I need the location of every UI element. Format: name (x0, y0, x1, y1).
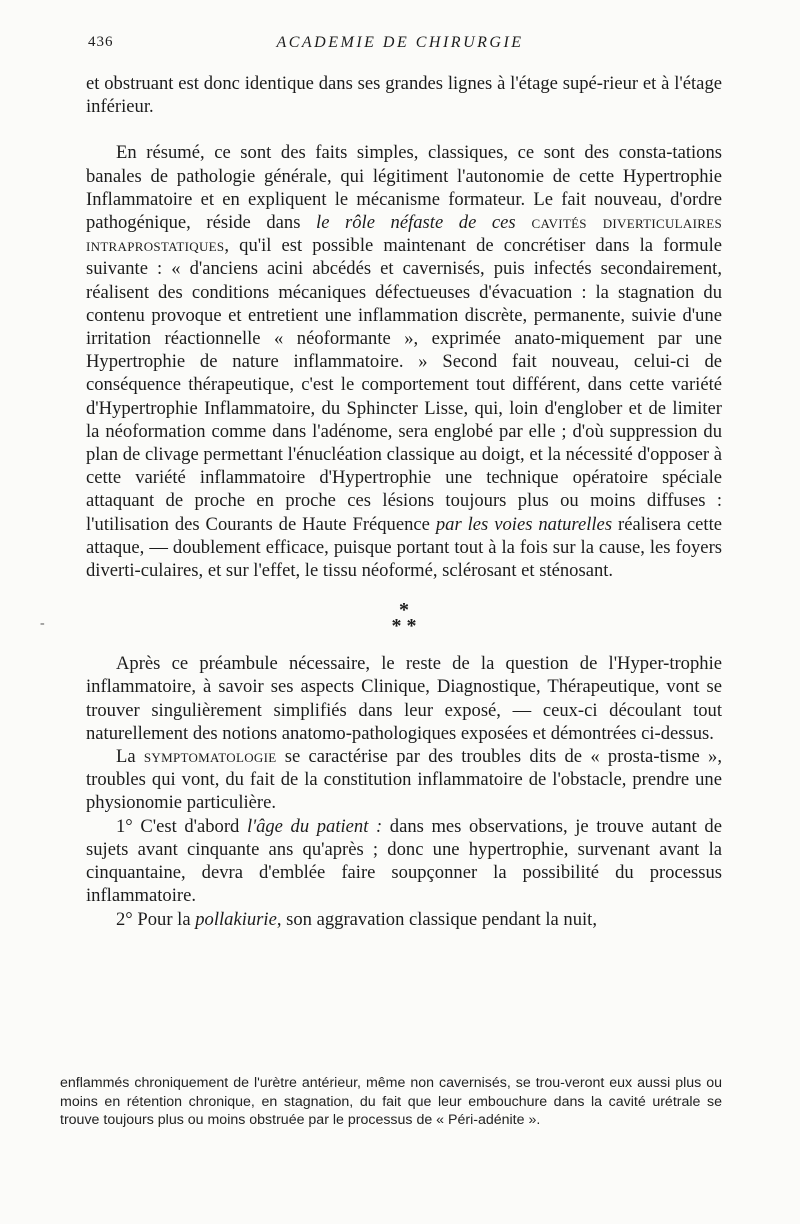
paragraph-point-1 (86, 815, 722, 908)
text-run: La (116, 746, 144, 768)
paragraph-continuation: et obstruant est donc identique dans ses grandes lignes à l'étage supé-rieur et à l'étage inférieur. (86, 73, 722, 118)
paragraph-summary (86, 141, 722, 582)
italic-run: le rôle néfaste de ces (316, 212, 516, 234)
small-caps-run: symptomatologie (143, 746, 277, 768)
page-number: 436 (88, 34, 114, 50)
text-run: , son aggravation classique pendant la nuit, (276, 908, 597, 930)
italic-run: par les voies naturelles (435, 513, 613, 535)
running-title: ACADEMIE DE CHIRURGIE (276, 34, 524, 51)
small-caps-run: cavités diverticulaires intraprostatiques (86, 212, 722, 257)
text-run: 1° C'est d'abord (116, 815, 247, 837)
text-run: En résumé, ce sont des faits simples, classiques, ce sont des consta-tations banales de pathologie générale, qui légitiment l'autonomie de cette Hypertrophie Inflammatoire et en expliquent le mécanisme formateur. Le fait nouveau, d'ordre pathogénique, réside dans (86, 142, 722, 234)
section-asterism (86, 599, 722, 638)
italic-run: pollakiurie (195, 908, 277, 930)
margin-mark: - (40, 616, 45, 631)
paragraph-preamble: Après ce préambule nécessaire, le reste de la question de l'Hyper-trophie inflammatoire, à savoir ses aspects Clinique, Diagnostique, Thérapeutique, vont se trouver singulièrement simplifiés dans leur exposé, — ceux-ci découlant tout naturellement des notions anatomo-pathologiques exposées et démontrées ci-dessus. (86, 653, 722, 744)
page-header (60, 34, 740, 56)
text-run: 2° Pour la (116, 908, 196, 930)
text-run: se caractérise par des troubles dits de « prosta-tisme », troubles qui vont, du fait de la constitution inflammatoire de l'obstacle, prendre une physionomie particulière. (86, 746, 722, 814)
text-run: dans mes observations, je trouve autant de sujets avant cinquante ans qu'après ; donc une hypertrophie, survenant avant la cinquantaine, devra d'emblée faire soupçonner la possibilité du processus inflammatoire. (86, 815, 722, 907)
text-run: réalisera cette attaque, — doublement efficace, puisque portant tout à la fois sur la cause, les foyers diverti-culaires, et sur l'effet, le tissu néoformé, sclérosant et sténosant. (86, 513, 723, 582)
italic-run: l'âge du patient : (246, 815, 383, 837)
text-run: , qu'il est possible maintenant de concrétiser dans la formule suivante : « d'anciens acini abcédés et cavernisés, puis infectés secondairement, réalisent des conditions mécaniques défectueuses d'évacuation : la stagnation du contenu provoque et entretient une inflammation discrète, permanente, suivie d'une irritation réactionnelle « néoformante », exprimée anato-miquement par une Hypertrophie de nature inflammatoire. » Second fait nouveau, celui-ci de conséquence thérapeutique, c'est le comportement tout différent, dans cette variété d'Hypertrophie Inflammatoire, du Sphincter Lisse, qui, loin d'englober et de limiter la néoformation comme dans l'adénome, sera englobé par elle ; d'où suppression du plan de clivage permettant l'énucléation classique au doigt, et la nécessité d'opposer à cette variété inflammatoire d'Hypertrophie une technique opératoire spéciale attaquant de proche en proche ces lésions toujours plus ou moins diffuses : l'utilisation des Courants de Haute Fréquence (86, 235, 722, 535)
body-text (86, 72, 722, 931)
paragraph-point-2 (86, 908, 722, 931)
paragraph-symptomatology (86, 745, 722, 815)
asterism-bottom: * * (391, 615, 417, 638)
footnote: enflammés chroniquement de l'urètre antérieur, même non cavernisés, se trou-veront eux aussi plus ou moins en rétention chronique, en stagnation, du fait que leur embouchure dans la cavité urétrale se trouve toujours plus ou moins obstruée par le processus de « Péri-adénite ». (60, 1075, 722, 1128)
asterism-top: * (399, 599, 409, 622)
